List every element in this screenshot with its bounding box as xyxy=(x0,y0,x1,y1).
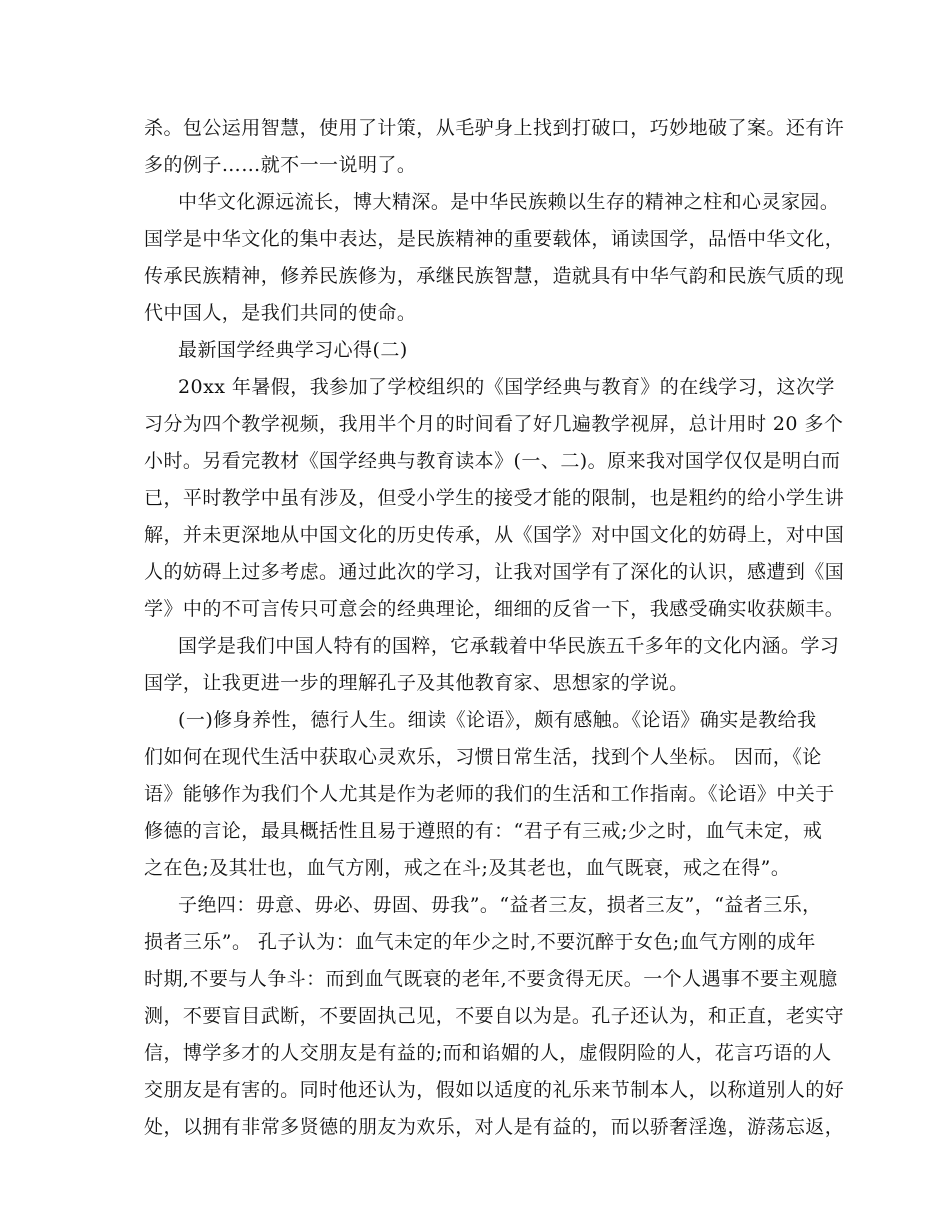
text-line: 国学是我们中国人特有的国粹，它承载着中华民族五千多年的文化内涵。学习 xyxy=(178,635,840,657)
text-line: (一)修身养性，德行人生。细读《论语》，颇有感触。《论语》确实是教给我 xyxy=(178,709,817,731)
text-line: 解，并未更深地从中国文化的历史传承，从《国学》对中国文化的妨碍上，对中国 xyxy=(144,524,845,546)
section-heading: 最新国学经典学习心得(二) xyxy=(178,339,408,361)
text-line: 损者三乐”。 孔子认为：血气未定的年少之时,不要沉醉于女色;血气方刚的成年 xyxy=(144,931,816,953)
text-line: 国学是中华文化的集中表达，是民族精神的重要载体，诵读国学，品悟中华文化， xyxy=(144,228,845,250)
text-line: 传承民族精神，修养民族修为，承继民族智慧，造就具有中华气韵和民族气质的现 xyxy=(144,265,845,287)
text-line: 子绝四：毋意、毋必、毋固、毋我”。“益者三友，损者三友”，“益者三乐， xyxy=(178,894,822,916)
text-line: 修德的言论，最具概括性且易于遵照的有：“君子有三戒;少之时，血气未定，戒 xyxy=(144,820,823,842)
text-line: 之在色;及其壮也，血气方刚，戒之在斗;及其老也，血气既衰，戒之在得”。 xyxy=(144,857,791,879)
text-line: 时期,不要与人争斗：而到血气既衰的老年,不要贪得无厌。一个人遇事不要主观臆 xyxy=(144,968,838,990)
text-line: 语》能够作为我们个人尤其是作为老师的我们的生活和工作指南。《论语》中关于 xyxy=(144,783,835,805)
text-line: 测，不要盲目武断，不要固执己见，不要自以为是。孔子还认为，和正直，老实守 xyxy=(144,1005,845,1027)
text-line: 杀。包公运用智慧，使用了计策，从毛驴身上找到打破口，巧妙地破了案。还有许 xyxy=(144,117,845,139)
text-line: 已，平时教学中虽有涉及，但受小学生的接受才能的限制，也是粗约的给小学生讲 xyxy=(144,487,845,509)
text-line: 交朋友是有害的。同时他还认为，假如以适度的礼乐来节制本人，以称道别人的好 xyxy=(144,1079,845,1101)
text-line: 人的妨碍上过多考虑。通过此次的学习，让我对国学有了深化的认识，感遭到《国 xyxy=(144,561,845,583)
text-line: 国学，让我更进一步的理解孔子及其他教育家、思想家的学说。 xyxy=(144,672,689,694)
text-line: 20xx 年暑假，我参加了学校组织的《国学经典与教育》的在线学习，这次学 xyxy=(178,376,835,398)
text-line: 习分为四个教学视频，我用半个月的时间看了好几遍教学视屏，总计用时 20 多个 xyxy=(144,413,844,435)
text-line: 信，博学多才的人交朋友是有益的;而和谄媚的人，虚假阴险的人，花言巧语的人 xyxy=(144,1042,832,1064)
text-line: 代中国人，是我们共同的使命。 xyxy=(144,302,417,324)
text-line: 多的例子……就不一一说明了。 xyxy=(144,154,417,176)
text-line: 学》中的不可言传只可意会的经典理论，细细的反省一下，我感受确实收获颇丰。 xyxy=(144,598,845,620)
text-line: 中华文化源远流长，博大精深。是中华民族赖以生存的精神之柱和心灵家园。 xyxy=(178,191,840,213)
text-line: 处，以拥有非常多贤德的朋友为欢乐，对人是有益的，而以骄奢淫逸，游荡忘返， xyxy=(144,1116,845,1138)
text-line: 们如何在现代生活中获取心灵欢乐，习惯日常生活，找到个人坐标。 因而，《论 xyxy=(144,746,822,768)
text-line: 小时。另看完教材《国学经典与教育读本》(一、二)。原来我对国学仅仅是明白而 xyxy=(144,450,841,472)
